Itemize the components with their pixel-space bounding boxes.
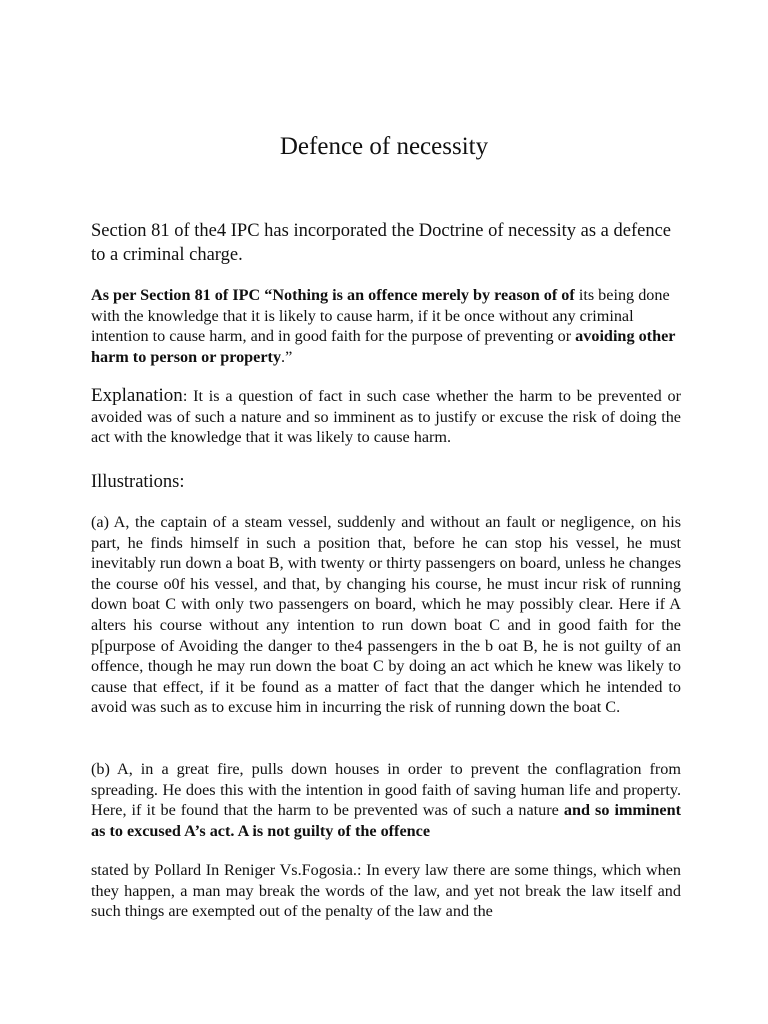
quote-text: its being done with the knowledge that it is likely to cause harm, if it be once without any criminal intention to cause harm, and in good faith for the purpose of preventing or [91, 286, 670, 345]
explanation-label: Explanation [91, 385, 183, 406]
illustration-b-bold: and so imminent as to excused A’s act. A is not guilty of the offence [91, 801, 681, 840]
illustration-a: (a) A, the captain of a steam vessel, suddenly and without an fault or negligence, on his part, he finds himself in such a position that, before he can stop his vessel, he must inevitably run down a boat B, with twenty or thirty passengers on board, unless he changes the course o0f his vessel, and that, by changing his course, he must incur risk of running down boat C with only two passengers on board, which he may possibly clear. Here if A alters his course without any intention to run down boat C and in good faith for the p[purpose of Avoiding the danger to the4 passengers in the b oat B, he is not guilty of an offence, though he may run down the boat C by doing an act which he knew was likely to cause that effect, if it be found as a matter of fact that the danger which he intended to avoid was such as to excuse him in incurring the risk of running down the boat C. [91, 513, 681, 717]
intro-paragraph: Section 81 of the4 IPC has incorporated the Doctrine of necessity as a defence to a criminal charge. [91, 221, 671, 265]
illustrations-heading: Illustrations: [91, 472, 185, 492]
quote-bold-end: avoiding other harm to person or property [91, 327, 676, 366]
section-81-quote [91, 285, 681, 367]
quote-bold-start: As per Section 81 of IPC “Nothing is an offence merely by reason of of [91, 286, 575, 304]
quote-closing: .” [281, 347, 293, 366]
illustration-b [91, 759, 681, 841]
explanation-paragraph [91, 386, 681, 448]
pollard-paragraph: stated by Pollard In Reniger Vs.Fogosia.: In every law there are some things, which when they happen, a man may break the words of the law, and yet not break the law itself and such things are exempted out of the penalty of the law and the [91, 861, 681, 921]
illustration-b-text: (b) A, in a great fire, pulls down houses in order to prevent the conflagration from spreading. He does this with the intention in good faith of saving human life and property. Here, if it be found that the harm to be prevented was of such a nature [91, 760, 681, 820]
explanation-text: : It is a question of fact in such case whether the harm to be prevented or avoided was of such a nature and so imminent as to justify or excuse the risk of doing the act with the knowledge that it was likely to cause harm. [91, 387, 681, 446]
document-title: Defence of necessity [279, 133, 489, 160]
